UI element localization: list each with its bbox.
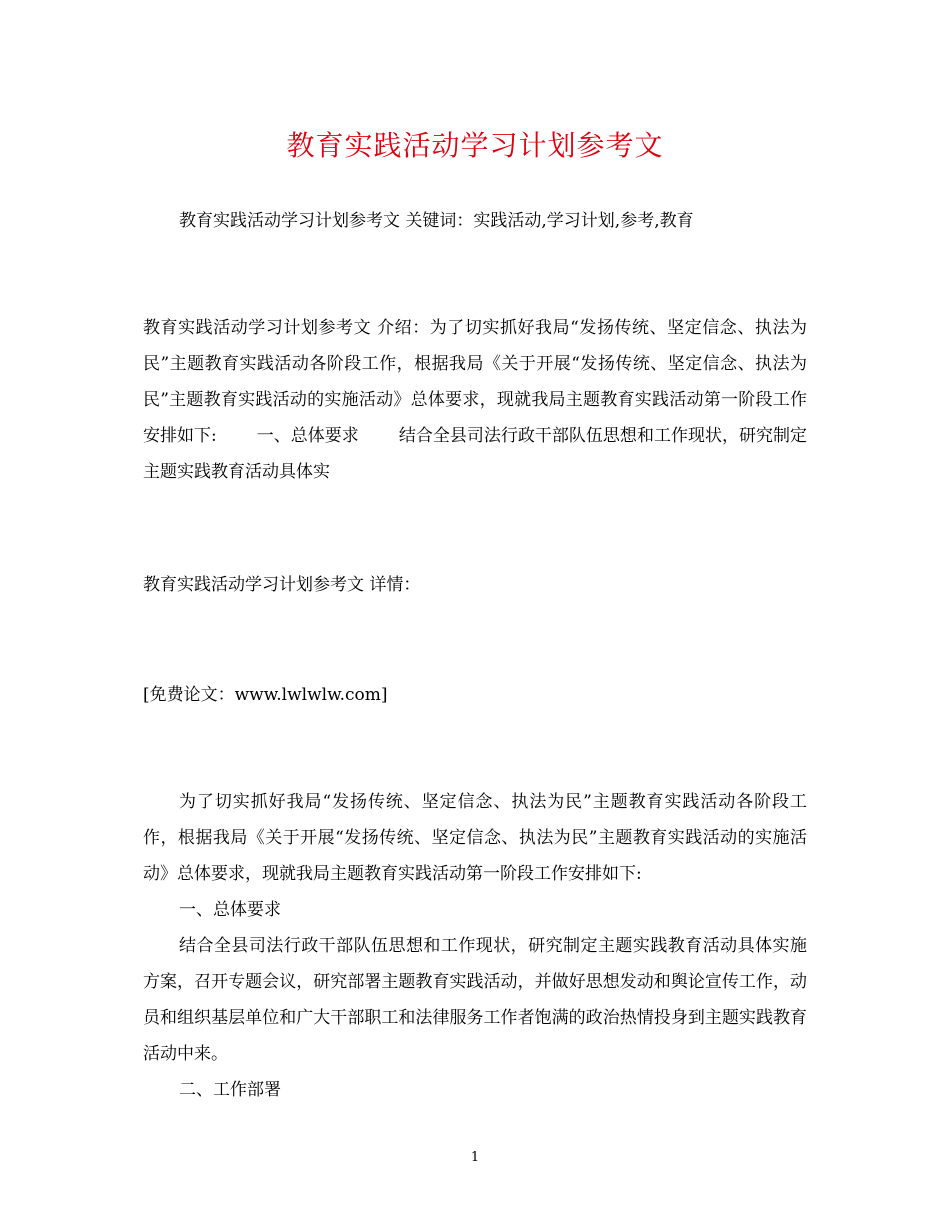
- details-heading: 教育实践活动学习计划参考文 详情：: [143, 575, 421, 595]
- intro-text-continued: 结合全县司法行政干部队伍思想和工作现状，研究制定主题实践教育活动具体实: [143, 426, 808, 482]
- body-text: [143, 784, 807, 1108]
- body-paragraph: 为了切实抓好我局“发扬传统、坚定信念、执法为民”主题教育实践活动各阶段工作，根据我局《关于开展“发扬传统、坚定信念、执法为民”主题教育实践活动的实施活动》总体要求，现就我局主题教育实践活动第一阶段工作安排如下:: [143, 792, 807, 884]
- section-heading: 一、总体要求: [179, 900, 281, 920]
- intro-heading: 一、总体要求: [256, 426, 359, 446]
- intro-paragraph: [143, 310, 807, 490]
- page-number: 1: [470, 1150, 480, 1165]
- section-heading: 二、工作部署: [179, 1080, 281, 1100]
- source-link-text: [免费论文：www.lwlwlw.com]: [143, 685, 388, 705]
- intro-text: 教育实践活动学习计划参考文 介绍：为了切实抓好我局“发扬传统、坚定信念、执法为民”主题教育实践活动各阶段工作，根据我局《关于开展“发扬传统、坚定信念、执法为民”主题教育实践活动的实施活动》总体要求，现就我局主题教育实践活动第一阶段工作安排如下:: [143, 318, 807, 446]
- document-title: 教育实践活动学习计划参考文: [286, 129, 664, 162]
- keywords-line: 教育实践活动学习计划参考文 关键词：实践活动,学习计划,参考,教育: [179, 211, 694, 231]
- body-paragraph: 结合全县司法行政干部队伍思想和工作现状，研究制定主题实践教育活动具体实施方案，召开专题会议，研究部署主题教育实践活动，并做好思想发动和舆论宣传工作，动员和组织基层单位和广大干部职工和法律服务工作者饱满的政治热情投身到主题实践教育活动中来。: [143, 936, 807, 1064]
